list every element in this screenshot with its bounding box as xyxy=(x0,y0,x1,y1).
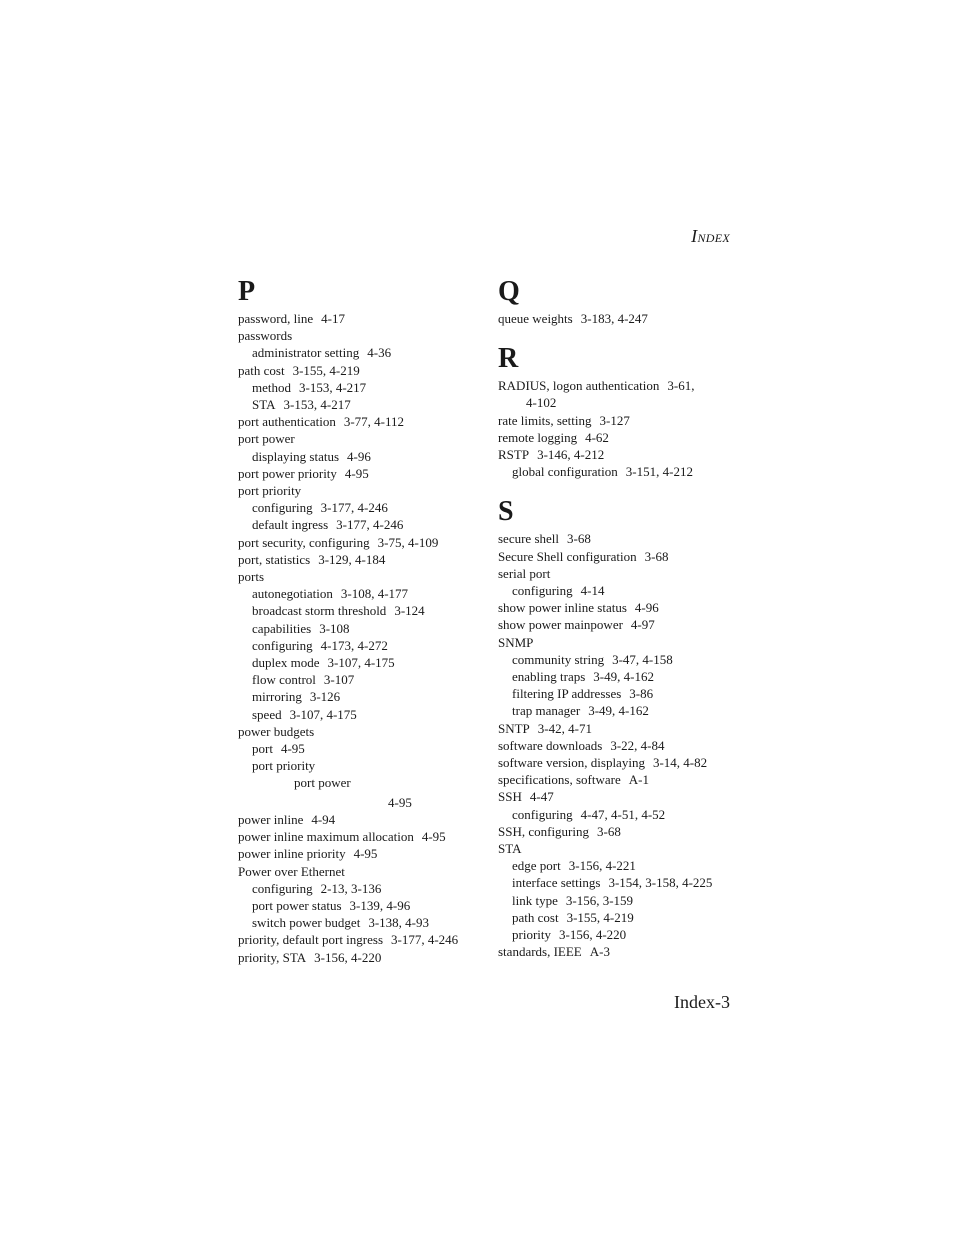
index-entry xyxy=(238,723,478,740)
running-head-initial: I xyxy=(691,226,698,246)
index-term: priority xyxy=(512,927,551,943)
index-entry xyxy=(238,465,478,482)
index-page-ref: 3-68 xyxy=(597,823,621,839)
index-term: SNTP xyxy=(498,720,530,736)
index-page-ref: 4-96 xyxy=(347,448,371,464)
index-term: secure shell xyxy=(498,531,560,547)
index-page-ref: 3-68 xyxy=(567,531,591,547)
index-term: SNMP xyxy=(498,634,534,650)
index-page-ref: 4-62 xyxy=(585,429,609,445)
index-entry xyxy=(498,943,738,960)
index-entry xyxy=(238,845,478,862)
index-entry xyxy=(498,892,738,909)
index-page-ref: 3-139, 4-96 xyxy=(349,897,411,913)
index-entry xyxy=(498,599,738,616)
index-entry xyxy=(498,530,738,547)
running-head xyxy=(691,226,730,247)
index-term: method xyxy=(252,379,291,395)
index-page-ref: 4-94 xyxy=(311,811,336,827)
section-letter: R xyxy=(498,343,519,375)
index-page-ref: 3-146, 4-212 xyxy=(537,447,605,463)
index-page-ref: 3-47, 4-158 xyxy=(612,651,673,667)
index-entry xyxy=(498,634,738,651)
index-term: port priority xyxy=(238,483,302,499)
index-entry xyxy=(498,548,738,565)
index-entry xyxy=(238,863,478,880)
index-entry xyxy=(238,396,478,413)
index-term: priority, STA xyxy=(238,949,307,965)
index-term: power inline maximum allocation xyxy=(238,829,414,845)
index-page-ref: 3-153, 4-217 xyxy=(283,397,351,413)
index-term: standards, IEEE xyxy=(498,944,582,960)
index-term: configuring xyxy=(252,880,313,896)
index-term: port, statistics xyxy=(238,551,311,567)
index-page-ref: 3-86 xyxy=(629,686,654,702)
index-page-ref: 3-127 xyxy=(599,412,630,428)
index-page-ref: 3-126 xyxy=(309,689,341,705)
index-term: priority, default port ingress xyxy=(238,932,384,948)
index-term: filtering IP addresses xyxy=(512,686,622,702)
index-entry xyxy=(238,310,478,327)
index-entry xyxy=(498,806,738,823)
index-term: SSH xyxy=(498,789,522,805)
index-entry xyxy=(238,362,478,379)
index-term: port power status xyxy=(252,897,342,913)
index-entry xyxy=(238,379,478,396)
index-term: passwords xyxy=(238,328,293,344)
index-page-ref: 3-61, xyxy=(667,378,695,394)
index-term: show power mainpower xyxy=(498,617,623,633)
index-page-ref: 3-156, 4-220 xyxy=(559,927,627,943)
index-entry xyxy=(498,651,738,668)
index-entry xyxy=(498,754,738,771)
index-page-ref: 3-49, 4-162 xyxy=(593,669,654,685)
index-term: power inline xyxy=(238,811,304,827)
index-term: port security, configuring xyxy=(238,534,370,550)
index-column-right xyxy=(498,276,738,961)
index-entry xyxy=(238,706,478,723)
index-entry xyxy=(498,702,738,719)
index-entry xyxy=(238,811,478,828)
index-page-ref: 3-107, 4-175 xyxy=(289,706,357,722)
index-term: port power xyxy=(294,775,351,791)
index-term: rate limits, setting xyxy=(498,412,592,428)
index-page-ref: 3-108 xyxy=(319,620,350,636)
index-entry xyxy=(498,788,738,805)
index-term: port authentication xyxy=(238,414,336,430)
index-page-ref: 3-156, 3-159 xyxy=(565,892,634,908)
index-page-ref: 3-75, 4-109 xyxy=(377,534,439,550)
index-page-ref: 3-107, 4-175 xyxy=(327,655,395,671)
index-entry xyxy=(498,720,738,737)
index-page-ref: 4-14 xyxy=(580,583,605,599)
index-term: enabling traps xyxy=(512,669,586,685)
index-term: RADIUS, logon authentication xyxy=(498,378,660,394)
index-entry xyxy=(498,377,738,394)
index-entry xyxy=(498,771,738,788)
section-gap xyxy=(498,480,738,496)
index-term: mirroring xyxy=(252,689,302,705)
index-term: serial port xyxy=(498,565,551,581)
index-term: configuring xyxy=(252,500,313,516)
index-term: interface settings xyxy=(512,875,601,891)
index-page-ref: 3-138, 4-93 xyxy=(368,915,429,931)
index-page-ref: 3-156, 4-221 xyxy=(568,858,636,874)
index-term: trap manager xyxy=(512,703,581,719)
index-term: duplex mode xyxy=(252,655,320,671)
index-term: port xyxy=(252,741,273,757)
index-term: capabilities xyxy=(252,620,312,636)
index-page-ref: 3-155, 4-219 xyxy=(292,362,360,378)
index-entry xyxy=(238,534,478,551)
index-term: autonegotiation xyxy=(252,586,333,602)
index-page-ref: 3-22, 4-84 xyxy=(610,737,665,753)
index-page-ref: 4-47, 4-51, 4-52 xyxy=(580,806,666,822)
index-page-ref: 3-14, 4-82 xyxy=(652,755,708,771)
index-term: SSH, configuring xyxy=(498,823,589,839)
index-term: configuring xyxy=(252,637,313,653)
index-page-ref: 4-102 xyxy=(526,395,557,411)
index-entry xyxy=(498,874,738,891)
index-page-ref: 3-154, 3-158, 4-225 xyxy=(608,875,713,891)
index-term: edge port xyxy=(512,858,561,874)
index-page-ref: 4-95 xyxy=(344,465,369,481)
index-term: STA xyxy=(498,841,522,857)
index-term: speed xyxy=(252,706,282,722)
index-entry xyxy=(498,394,738,411)
index-page-ref: 2-13, 3-136 xyxy=(320,880,382,896)
index-entry xyxy=(238,637,478,654)
index-page-ref: 3-77, 4-112 xyxy=(343,414,405,430)
index-term: displaying status xyxy=(252,448,340,464)
index-column-left xyxy=(238,276,478,966)
index-entry xyxy=(498,926,738,943)
index-entry xyxy=(238,897,478,914)
index-page-ref: 3-177, 4-246 xyxy=(336,517,404,533)
index-page-ref: 4-95 xyxy=(280,741,305,757)
index-term: queue weights xyxy=(498,311,573,326)
index-term: administrator setting xyxy=(252,345,360,361)
index-entry xyxy=(498,616,738,633)
index-page-ref: A-1 xyxy=(628,772,649,788)
index-entry xyxy=(498,857,738,874)
index-entry xyxy=(498,582,738,599)
index-entry xyxy=(238,516,478,533)
index-entry xyxy=(238,551,478,568)
index-term: switch power budget xyxy=(252,915,361,931)
section-letter: P xyxy=(238,276,256,307)
index-entry xyxy=(498,685,738,702)
index-page-ref: 3-124 xyxy=(394,603,425,619)
index-entry xyxy=(238,568,478,585)
index-entry xyxy=(238,671,478,688)
index-term: Secure Shell configuration xyxy=(498,548,637,564)
index-entry xyxy=(498,840,738,857)
index-page-ref: A-3 xyxy=(589,944,610,960)
index-page-ref: 3-177, 4-246 xyxy=(391,932,459,948)
index-entry xyxy=(498,429,738,446)
index-entry xyxy=(238,482,478,499)
index-term: port power priority xyxy=(238,465,337,481)
index-term: path cost xyxy=(512,909,559,925)
index-entry xyxy=(238,499,478,516)
index-term: software version, displaying xyxy=(498,755,645,771)
index-entry xyxy=(238,757,478,774)
index-entry xyxy=(498,463,738,480)
index-page-ref: 4-97 xyxy=(630,617,655,633)
index-entry xyxy=(498,412,738,429)
index-term: Power over Ethernet xyxy=(238,863,345,879)
index-term: community string xyxy=(512,651,605,667)
index-entry xyxy=(498,737,738,754)
index-term: power inline priority xyxy=(238,846,346,862)
index-entry xyxy=(238,327,478,344)
index-term: default ingress xyxy=(252,517,329,533)
index-page-ref: 3-107 xyxy=(323,672,355,688)
index-page-ref: 3-68 xyxy=(644,548,669,564)
index-entry xyxy=(498,668,738,685)
index-term: path cost xyxy=(238,362,285,378)
index-term: password, line xyxy=(238,311,314,326)
index-entry xyxy=(238,585,478,602)
index-term: configuring xyxy=(512,583,573,599)
index-page-ref: 3-155, 4-219 xyxy=(566,909,634,925)
index-entry xyxy=(498,446,738,463)
index-term: broadcast storm threshold xyxy=(252,603,387,619)
index-page-ref: 3-153, 4-217 xyxy=(299,379,367,395)
index-page-ref: 3-42, 4-71 xyxy=(537,720,592,736)
index-page-ref: 4-36 xyxy=(367,345,392,361)
running-head-rest: NDEX xyxy=(697,231,730,245)
index-entry xyxy=(238,914,478,931)
index-entry xyxy=(238,774,478,791)
index-entry xyxy=(238,949,478,966)
index-entry xyxy=(238,654,478,671)
index-term: port power xyxy=(238,431,295,447)
index-entry xyxy=(238,620,478,637)
index-entry xyxy=(238,828,478,845)
index-entry xyxy=(238,413,478,430)
index-page-ref: 3-49, 4-162 xyxy=(588,703,649,719)
index-page-ref: 3-151, 4-212 xyxy=(625,464,693,480)
index-entry xyxy=(238,430,478,447)
index-term: STA xyxy=(252,397,276,413)
index-entry xyxy=(238,792,478,811)
section-gap xyxy=(498,327,738,343)
section-letter: Q xyxy=(498,276,520,307)
page-number: Index-3 xyxy=(674,992,730,1012)
index-page-ref: 3-177, 4-246 xyxy=(320,500,388,516)
index-term: software downloads xyxy=(498,737,603,753)
index-entry xyxy=(498,565,738,582)
index-entry xyxy=(238,602,478,619)
index-term: global configuration xyxy=(512,464,618,480)
index-entry xyxy=(498,823,738,840)
index-entry xyxy=(498,310,738,327)
index-page-ref: 4-47 xyxy=(529,789,554,805)
index-term: link type xyxy=(512,892,558,908)
index-entry xyxy=(238,740,478,757)
index-entry xyxy=(238,931,478,948)
index-page-ref: 4-17 xyxy=(321,311,345,326)
index-term: show power inline status xyxy=(498,600,627,616)
index-page-ref: 4-95 xyxy=(353,846,378,862)
index-term: remote logging xyxy=(498,429,578,445)
index-page-ref: 4-173, 4-272 xyxy=(320,637,388,653)
index-term: power budgets xyxy=(238,723,315,739)
index-term: configuring xyxy=(512,806,573,822)
index-entry xyxy=(238,880,478,897)
index-page-ref: 4-96 xyxy=(634,600,659,616)
section-letter: S xyxy=(498,496,514,528)
index-page-ref: 3-129, 4-184 xyxy=(318,551,386,567)
index-page-ref: 3-183, 4-247 xyxy=(580,311,648,326)
index-term: port priority xyxy=(252,758,316,774)
index-page-ref: 4-95 xyxy=(421,829,446,845)
index-entry xyxy=(238,344,478,361)
index-term: ports xyxy=(238,569,264,585)
index-page-ref: 4-95 xyxy=(388,794,412,810)
index-page-ref: 3-156, 4-220 xyxy=(314,949,382,965)
index-page-ref: 3-108, 4-177 xyxy=(340,586,409,602)
index-entry xyxy=(238,448,478,465)
index-term: RSTP xyxy=(498,447,530,463)
index-entry xyxy=(238,688,478,705)
index-term: flow control xyxy=(252,672,316,688)
index-term: specifications, software xyxy=(498,772,621,788)
index-entry xyxy=(498,909,738,926)
